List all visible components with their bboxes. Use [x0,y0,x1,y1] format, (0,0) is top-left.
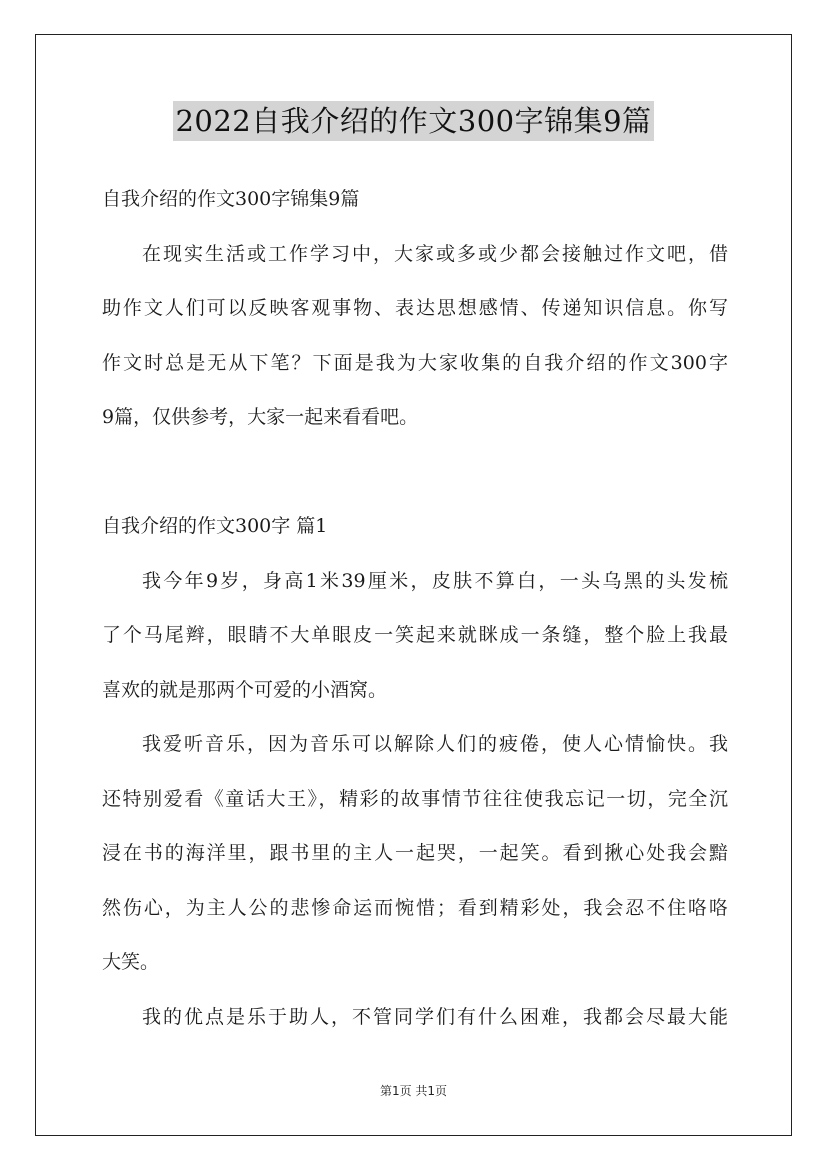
paragraph-line: 大笑。 [102,951,160,973]
paragraph-line: 还特别爱看《童话大王》，精彩的故事情节往往使我忘记一切，完全沉 [102,787,728,810]
document-title: 2022自我介绍的作文300字锦集9篇 [173,101,653,141]
section-spacer [102,445,728,500]
paragraph-line: 我爱听音乐，因为音乐可以解除人们的疲倦，使人心情愉快。我 [142,733,728,755]
intro-line: 9篇，仅供参考，大家一起来看看吧。 [102,406,419,428]
document-body [102,172,728,1044]
intro-line: 在现实生活或工作学习中，大家或多或少都会接触过作文吧，借 [142,242,728,265]
paragraph-line: 然伤心，为主人公的悲惨命运而惋惜；看到精彩处，我会忍不住咯咯 [102,896,728,919]
section-heading: 自我介绍的作文300字 篇1 [102,515,328,537]
title-container [0,101,827,141]
paragraph-line: 喜欢的就是那两个可爱的小酒窝。 [102,678,388,701]
paragraph-line: 我今年9岁，身高1米39厘米，皮肤不算白，一头乌黑的头发梳 [142,569,728,592]
paragraph-line: 了个马尾辫，眼睛不大单眼皮一笑起来就眯成一条缝，整个脸上我最 [102,624,728,646]
page-footer: 第1页 共1页 [379,1084,448,1098]
intro-line: 助作文人们可以反映客观事物、表达思想感情、传递知识信息。你写 [102,297,728,319]
intro-heading: 自我介绍的作文300字锦集9篇 [102,188,360,210]
paragraph-line: 浸在书的海洋里，跟书里的主人一起哭，一起笑。看到揪心处我会黯 [102,842,728,864]
intro-line: 作文时总是无从下笔？下面是我为大家收集的自我介绍的作文300字 [102,351,728,374]
paragraph-line: 我的优点是乐于助人，不管同学们有什么困难，我都会尽最大能 [142,1005,728,1028]
